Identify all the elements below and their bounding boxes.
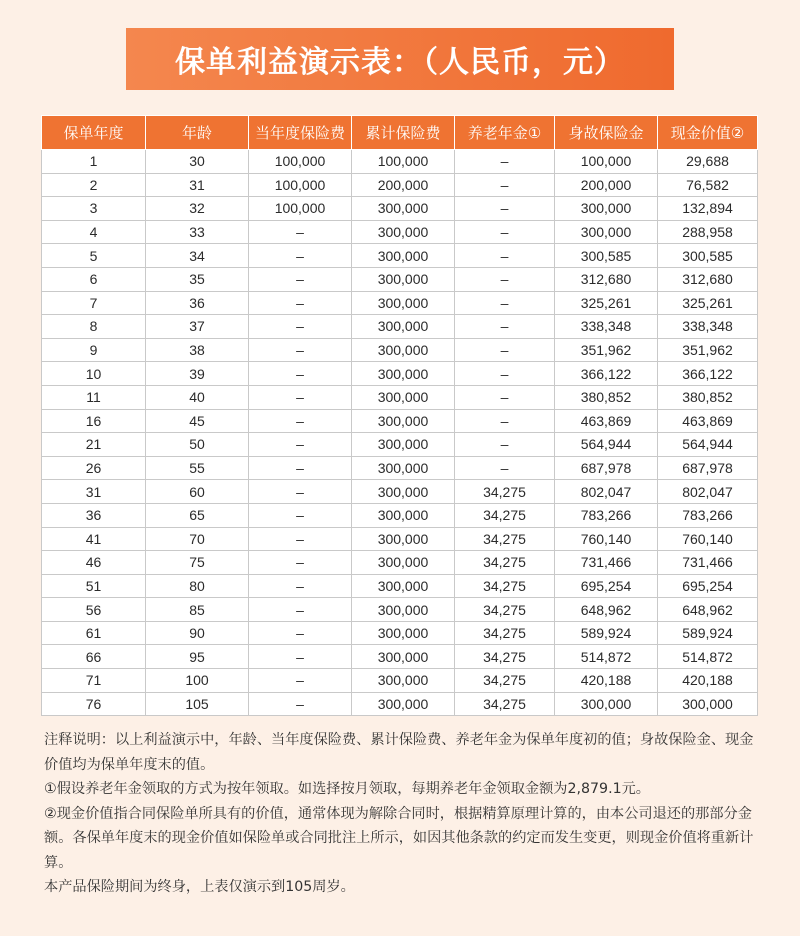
table-cell: 300,000: [352, 621, 455, 645]
table-row: [42, 220, 758, 244]
table-cell: 300,000: [352, 574, 455, 598]
table-cell: 300,000: [352, 338, 455, 362]
table-cell: –: [249, 362, 352, 386]
table-cell: –: [249, 598, 352, 622]
table-cell: 695,254: [658, 574, 758, 598]
table-cell: –: [249, 645, 352, 669]
table-cell: 514,872: [555, 645, 658, 669]
table-cell: –: [249, 527, 352, 551]
table-cell: 300,000: [352, 197, 455, 221]
table-cell: 100,000: [249, 150, 352, 174]
table-cell: –: [249, 291, 352, 315]
table-cell: 200,000: [352, 173, 455, 197]
table-row: [42, 197, 758, 221]
table-cell: –: [455, 173, 555, 197]
table-cell: 45: [146, 409, 249, 433]
table-cell: 34,275: [455, 480, 555, 504]
table-row: [42, 598, 758, 622]
table-cell: 1: [42, 150, 146, 174]
table-cell: –: [249, 267, 352, 291]
page-title: 保单利益演示表：（人民币，元）: [126, 28, 674, 90]
table-cell: 33: [146, 220, 249, 244]
table-cell: 300,000: [352, 409, 455, 433]
table-cell: 34,275: [455, 503, 555, 527]
table-cell: 34,275: [455, 621, 555, 645]
table-cell: –: [455, 456, 555, 480]
table-cell: 200,000: [555, 173, 658, 197]
table-cell: 300,000: [352, 362, 455, 386]
table-cell: 300,000: [352, 433, 455, 457]
table-cell: 16: [42, 409, 146, 433]
table-cell: 34,275: [455, 574, 555, 598]
table-cell: 76,582: [658, 173, 758, 197]
table-cell: –: [455, 433, 555, 457]
table-cell: 300,000: [352, 669, 455, 693]
table-cell: –: [455, 409, 555, 433]
table-cell: 420,188: [555, 669, 658, 693]
table-cell: –: [455, 338, 555, 362]
column-header: 身故保险金: [555, 116, 658, 150]
column-header: 年龄: [146, 116, 249, 150]
table-cell: 31: [146, 173, 249, 197]
table-cell: –: [455, 291, 555, 315]
table-cell: 41: [42, 527, 146, 551]
table-cell: 34,275: [455, 692, 555, 716]
table-cell: –: [249, 574, 352, 598]
table-cell: 71: [42, 669, 146, 693]
table-cell: –: [455, 362, 555, 386]
table-cell: 312,680: [555, 267, 658, 291]
table-cell: 351,962: [555, 338, 658, 362]
table-cell: 34,275: [455, 527, 555, 551]
table-cell: 366,122: [555, 362, 658, 386]
table-cell: 29,688: [658, 150, 758, 174]
table-cell: –: [455, 197, 555, 221]
table-cell: –: [455, 220, 555, 244]
table-row: [42, 338, 758, 362]
table-row: [42, 621, 758, 645]
table-cell: 9: [42, 338, 146, 362]
table-cell: –: [455, 244, 555, 268]
table-cell: –: [249, 551, 352, 575]
table-cell: 300,585: [658, 244, 758, 268]
table-cell: 90: [146, 621, 249, 645]
table-cell: 34,275: [455, 551, 555, 575]
note-coverage-period: 本产品保险期间为终身，上表仅演示到105周岁。: [44, 879, 355, 895]
table-cell: 100: [146, 669, 249, 693]
table-cell: 300,000: [352, 291, 455, 315]
notes-section: [44, 728, 760, 900]
table-cell: 300,000: [352, 220, 455, 244]
table-cell: 760,140: [658, 527, 758, 551]
table-cell: 76: [42, 692, 146, 716]
column-header: 累计保险费: [352, 116, 455, 150]
table-row: [42, 503, 758, 527]
table-cell: 687,978: [658, 456, 758, 480]
table-row: [42, 551, 758, 575]
table-cell: 463,869: [555, 409, 658, 433]
column-header: 养老年金①: [455, 116, 555, 150]
column-header: 现金价值②: [658, 116, 758, 150]
table-cell: 36: [42, 503, 146, 527]
table-cell: 589,924: [555, 621, 658, 645]
table-cell: 514,872: [658, 645, 758, 669]
table-cell: 8: [42, 315, 146, 339]
table-cell: 5: [42, 244, 146, 268]
table-cell: 105: [146, 692, 249, 716]
table-cell: –: [249, 669, 352, 693]
table-cell: 6: [42, 267, 146, 291]
table-cell: 300,000: [352, 244, 455, 268]
table-cell: 85: [146, 598, 249, 622]
table-cell: 731,466: [658, 551, 758, 575]
table-cell: 55: [146, 456, 249, 480]
table-row: [42, 315, 758, 339]
table-cell: 802,047: [555, 480, 658, 504]
table-cell: –: [249, 244, 352, 268]
table-cell: 300,000: [352, 692, 455, 716]
table-header-row: [42, 116, 758, 150]
table-cell: 338,348: [555, 315, 658, 339]
table-cell: 380,852: [555, 385, 658, 409]
table-cell: 338,348: [658, 315, 758, 339]
table-row: [42, 409, 758, 433]
table-cell: 695,254: [555, 574, 658, 598]
table-cell: 300,000: [352, 315, 455, 339]
table-cell: 7: [42, 291, 146, 315]
table-row: [42, 574, 758, 598]
table-cell: –: [249, 692, 352, 716]
note-cash-value: ②现金价值指合同保险单所具有的价值，通常体现为解除合同时，根据精算原理计算的，由本公司退还的那部分金额。各保单年度末的现金价值如保险单或合同批注上所示，如因其他条款的约定而发生变更，则现金价值将重新计算。: [44, 805, 754, 871]
table-cell: 100,000: [249, 197, 352, 221]
table-cell: 2: [42, 173, 146, 197]
table-cell: 38: [146, 338, 249, 362]
table-cell: 760,140: [555, 527, 658, 551]
column-header: 保单年度: [42, 116, 146, 150]
table-cell: 300,000: [352, 551, 455, 575]
table-cell: 34: [146, 244, 249, 268]
table-cell: 463,869: [658, 409, 758, 433]
table-cell: 731,466: [555, 551, 658, 575]
table-cell: 66: [42, 645, 146, 669]
table-cell: 80: [146, 574, 249, 598]
table-cell: 95: [146, 645, 249, 669]
table-body: [42, 150, 758, 716]
table-cell: –: [249, 315, 352, 339]
table-cell: 34,275: [455, 598, 555, 622]
benefit-table-container: [41, 115, 757, 716]
table-cell: –: [249, 338, 352, 362]
table-cell: –: [249, 480, 352, 504]
table-row: [42, 692, 758, 716]
table-cell: 50: [146, 433, 249, 457]
table-cell: 30: [146, 150, 249, 174]
table-cell: 132,894: [658, 197, 758, 221]
table-cell: 51: [42, 574, 146, 598]
table-cell: 300,000: [352, 385, 455, 409]
table-cell: 300,000: [352, 598, 455, 622]
table-row: [42, 480, 758, 504]
table-cell: 61: [42, 621, 146, 645]
table-cell: 648,962: [658, 598, 758, 622]
table-cell: 34,275: [455, 669, 555, 693]
column-header: 当年度保险费: [249, 116, 352, 150]
table-cell: –: [249, 503, 352, 527]
note-annuity: ①假设养老年金领取的方式为按年领取。如选择按月领取，每期养老年金领取金额为2,879.1元。: [44, 781, 650, 797]
table-cell: 70: [146, 527, 249, 551]
table-cell: 34,275: [455, 645, 555, 669]
table-cell: –: [455, 267, 555, 291]
table-row: [42, 385, 758, 409]
table-cell: 65: [146, 503, 249, 527]
table-row: [42, 456, 758, 480]
table-cell: 40: [146, 385, 249, 409]
table-cell: 75: [146, 551, 249, 575]
table-cell: 564,944: [658, 433, 758, 457]
table-cell: –: [455, 150, 555, 174]
table-cell: 4: [42, 220, 146, 244]
table-cell: 36: [146, 291, 249, 315]
table-cell: –: [249, 220, 352, 244]
table-cell: 420,188: [658, 669, 758, 693]
table-cell: 100,000: [555, 150, 658, 174]
table-cell: 32: [146, 197, 249, 221]
table-cell: 3: [42, 197, 146, 221]
table-cell: –: [249, 433, 352, 457]
table-cell: 100,000: [352, 150, 455, 174]
table-cell: –: [455, 315, 555, 339]
table-row: [42, 173, 758, 197]
table-cell: 783,266: [555, 503, 658, 527]
table-cell: 648,962: [555, 598, 658, 622]
table-cell: 60: [146, 480, 249, 504]
table-cell: 783,266: [658, 503, 758, 527]
table-cell: 564,944: [555, 433, 658, 457]
table-cell: –: [249, 409, 352, 433]
table-cell: 37: [146, 315, 249, 339]
table-cell: 39: [146, 362, 249, 386]
table-cell: 10: [42, 362, 146, 386]
table-cell: 300,000: [352, 527, 455, 551]
table-cell: 35: [146, 267, 249, 291]
table-cell: 21: [42, 433, 146, 457]
table-cell: –: [249, 385, 352, 409]
table-cell: 312,680: [658, 267, 758, 291]
table-cell: 288,958: [658, 220, 758, 244]
table-row: [42, 362, 758, 386]
table-cell: –: [249, 456, 352, 480]
table-row: [42, 291, 758, 315]
table-cell: 589,924: [658, 621, 758, 645]
table-cell: 46: [42, 551, 146, 575]
table-cell: 687,978: [555, 456, 658, 480]
table-cell: 100,000: [249, 173, 352, 197]
table-cell: 300,000: [352, 456, 455, 480]
note-explanation: 注释说明：以上利益演示中，年龄、当年度保险费、累计保险费、养老年金为保单年度初的值；身故保险金、现金价值均为保单年度末的值。: [44, 732, 754, 773]
table-cell: 351,962: [658, 338, 758, 362]
table-cell: 325,261: [658, 291, 758, 315]
table-row: [42, 244, 758, 268]
table-cell: 802,047: [658, 480, 758, 504]
table-row: [42, 150, 758, 174]
table-cell: 366,122: [658, 362, 758, 386]
table-row: [42, 527, 758, 551]
table-cell: 325,261: [555, 291, 658, 315]
table-row: [42, 669, 758, 693]
table-cell: 300,000: [352, 503, 455, 527]
table-cell: 300,000: [658, 692, 758, 716]
table-cell: 26: [42, 456, 146, 480]
table-cell: 300,585: [555, 244, 658, 268]
table-row: [42, 433, 758, 457]
table-row: [42, 645, 758, 669]
table-cell: 300,000: [555, 692, 658, 716]
table-cell: –: [455, 385, 555, 409]
table-cell: –: [249, 621, 352, 645]
table-cell: 56: [42, 598, 146, 622]
benefit-table: [41, 115, 758, 716]
table-cell: 300,000: [555, 197, 658, 221]
table-cell: 300,000: [352, 480, 455, 504]
table-cell: 31: [42, 480, 146, 504]
table-cell: 380,852: [658, 385, 758, 409]
table-row: [42, 267, 758, 291]
table-cell: 300,000: [555, 220, 658, 244]
table-cell: 300,000: [352, 267, 455, 291]
table-cell: 300,000: [352, 645, 455, 669]
table-cell: 11: [42, 385, 146, 409]
